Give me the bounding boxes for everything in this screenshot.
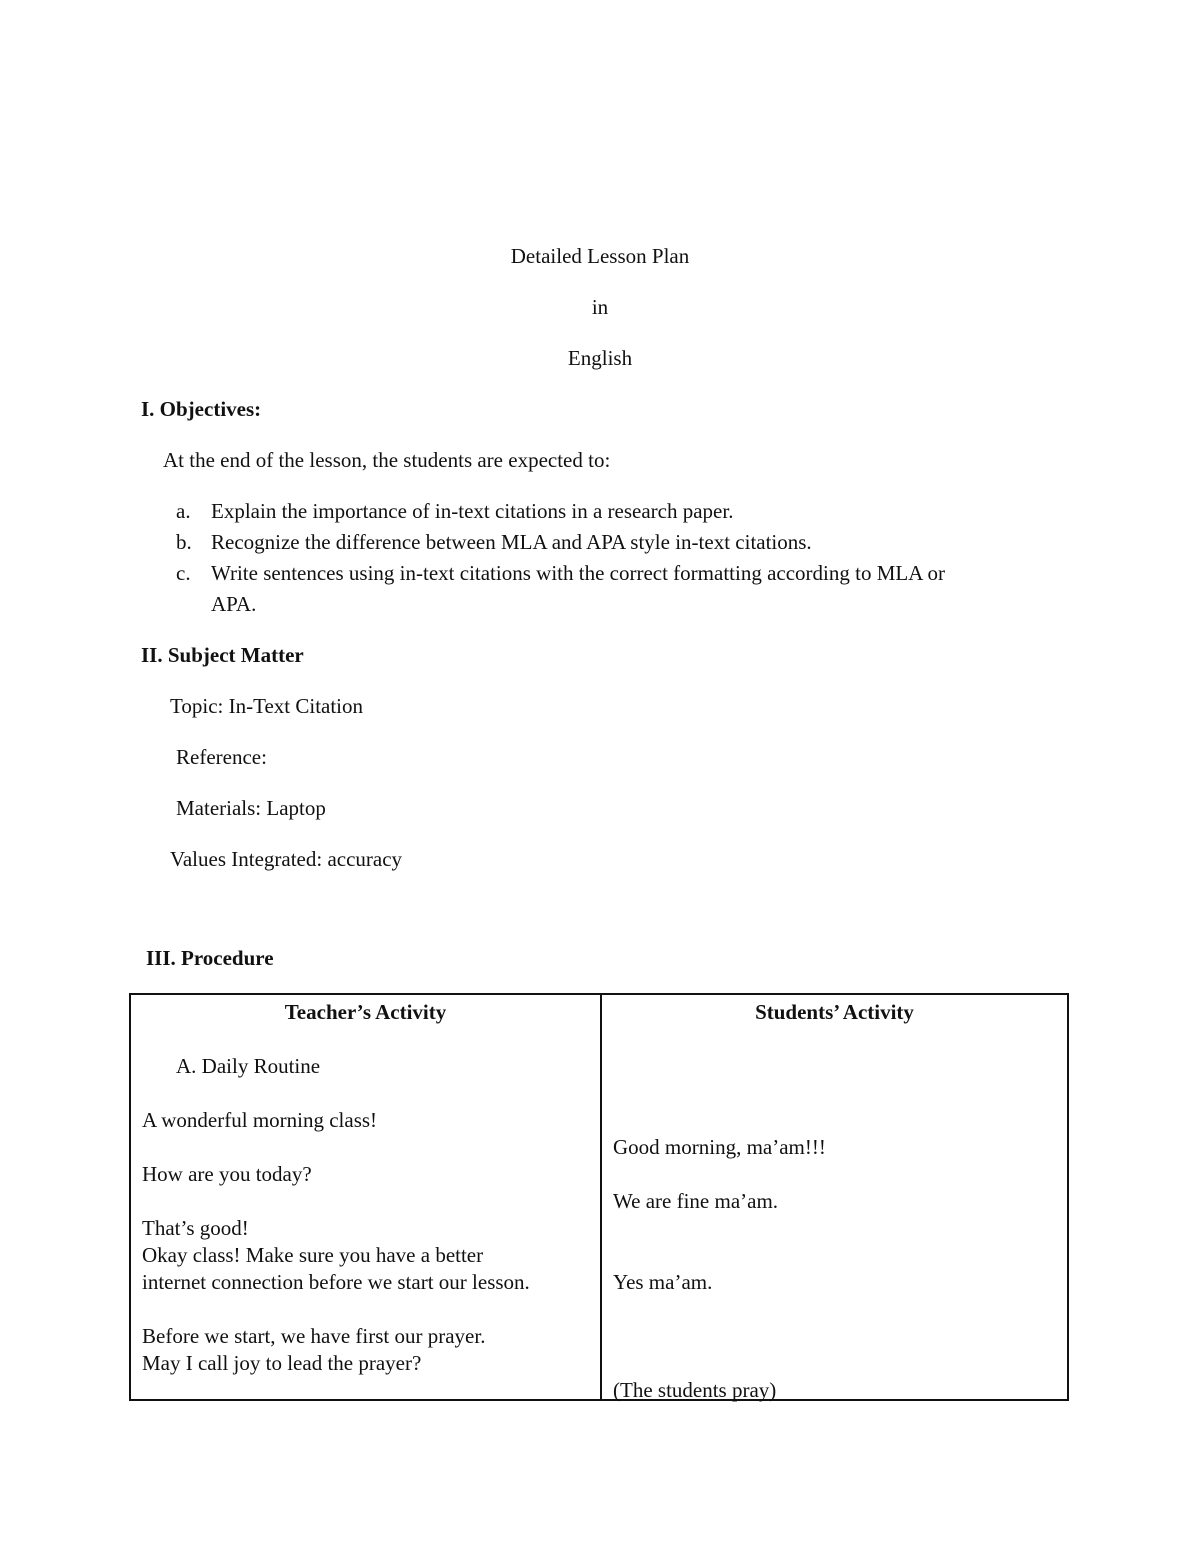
objectives-intro: At the end of the lesson, the students are expected to: (163, 448, 611, 472)
teacher-line: Before we start, we have first our prayer. (142, 1324, 486, 1348)
objective-item-continuation: APA. (211, 592, 257, 616)
teacher-line: May I call joy to lead the prayer? (142, 1351, 422, 1375)
subject-matter-heading: II. Subject Matter (141, 643, 304, 667)
objective-item: Explain the importance of in-text citations in a research paper. (211, 499, 734, 523)
student-line: Yes ma’am. (613, 1270, 713, 1294)
topic-line: Topic: In-Text Citation (170, 694, 364, 718)
objective-marker: b. (176, 530, 192, 554)
materials-line: Materials: Laptop (176, 796, 326, 820)
student-line: We are fine ma’am. (613, 1189, 779, 1213)
objectives-heading: I. Objectives: (141, 397, 262, 421)
teacher-line: internet connection before we start our lesson. (142, 1270, 530, 1294)
teacher-line: How are you today? (142, 1162, 312, 1186)
doc-title-in: in (591, 295, 609, 319)
column-divider (600, 995, 602, 1399)
procedure-heading: III. Procedure (146, 946, 274, 970)
teacher-line: That’s good! (142, 1216, 249, 1240)
values-line: Values Integrated: accuracy (170, 847, 403, 871)
teacher-line: Okay class! Make sure you have a better (142, 1243, 484, 1267)
student-line: (The students pray) (613, 1378, 777, 1402)
teacher-activity-header: Teacher’s Activity (284, 1000, 447, 1024)
students-activity-header: Students’ Activity (755, 1000, 914, 1024)
objective-marker: a. (176, 499, 191, 523)
procedure-table (129, 993, 1069, 1401)
objective-item: Recognize the difference between MLA and APA style in-text citations. (211, 530, 812, 554)
teacher-line: A wonderful morning class! (142, 1108, 378, 1132)
doc-subject: English (567, 346, 633, 370)
reference-line: Reference: (176, 745, 267, 769)
objective-item: Write sentences using in-text citations with the correct formatting according to MLA or (211, 561, 945, 585)
doc-title: Detailed Lesson Plan (510, 244, 690, 268)
daily-routine-heading: A. Daily Routine (176, 1054, 321, 1078)
student-line: Good morning, ma’am!!! (613, 1135, 826, 1159)
objective-marker: c. (176, 561, 191, 585)
